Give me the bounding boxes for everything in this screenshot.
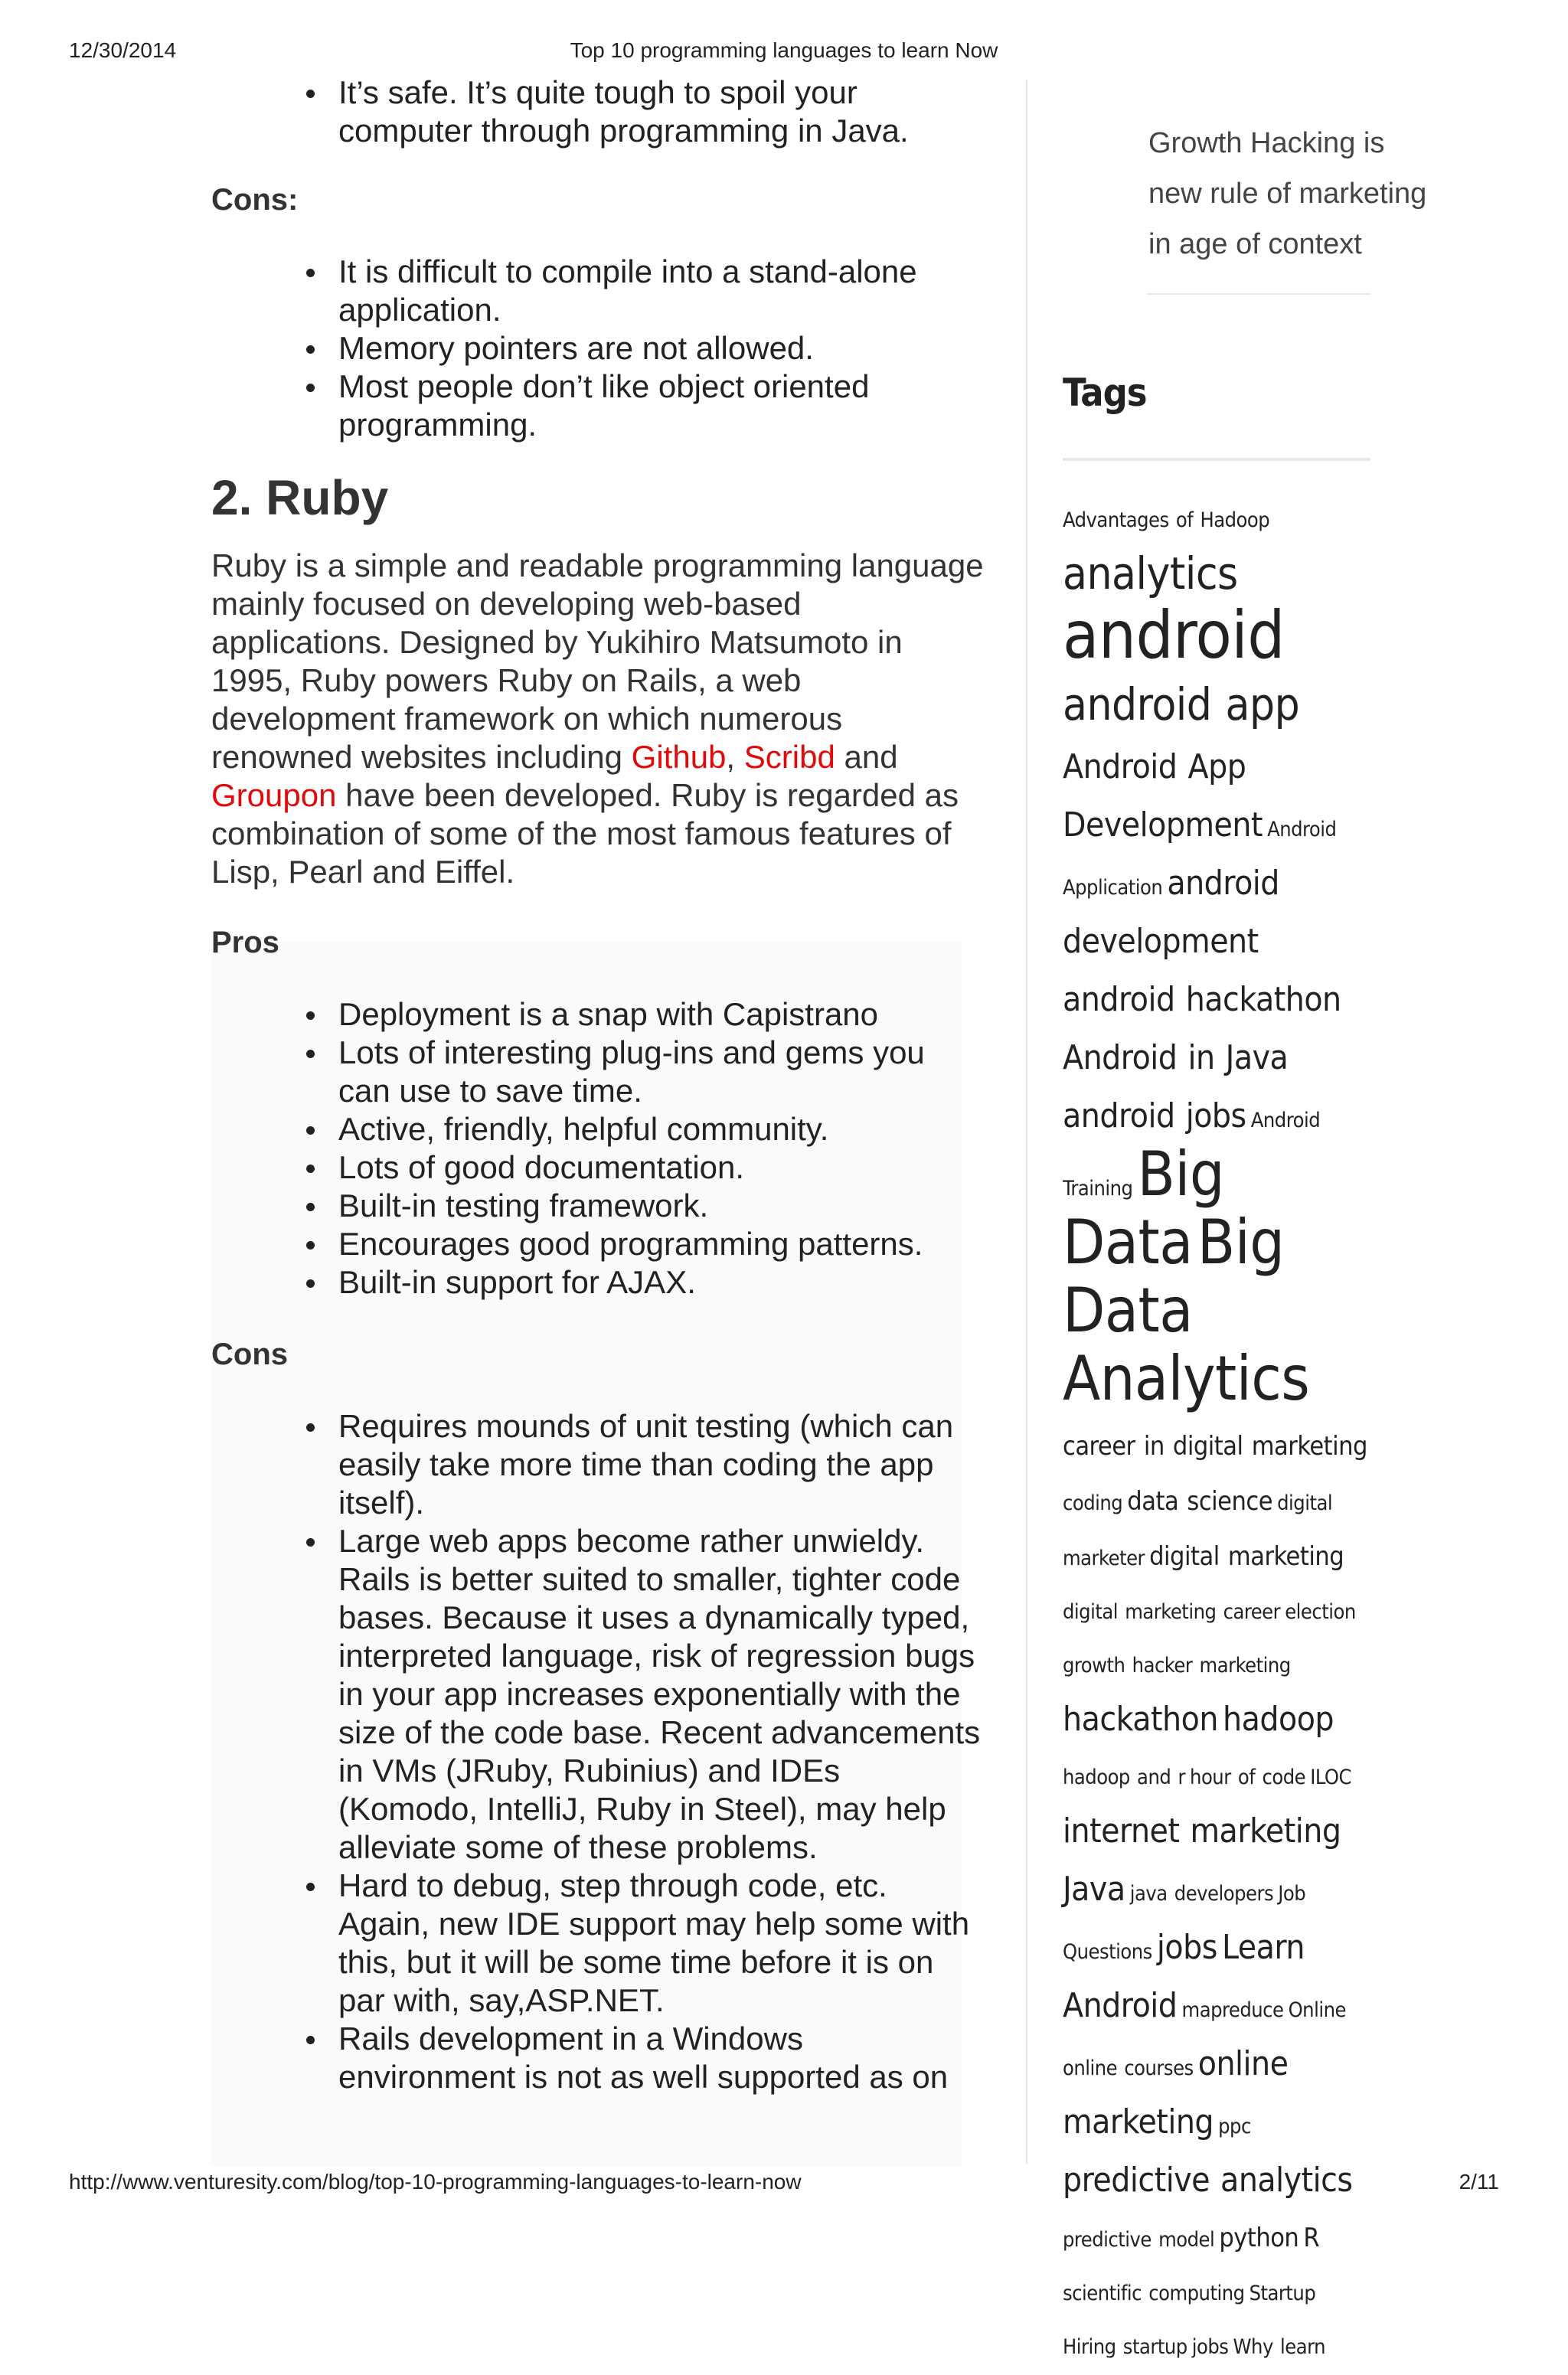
tag-link[interactable]: Big Data <box>1063 1138 1225 1278</box>
tag-link[interactable]: digital marketer <box>1063 1491 1333 1570</box>
snippet-divider <box>1147 293 1370 295</box>
tag-link[interactable]: growth hacker marketing <box>1063 1654 1291 1678</box>
tag-link[interactable]: jobs <box>1156 1928 1217 1967</box>
article-body <box>211 74 985 2096</box>
column-divider <box>1026 80 1027 2164</box>
tag-link[interactable]: Advantages of Hadoop <box>1063 508 1270 532</box>
tag-link[interactable]: internet marketing <box>1063 1811 1341 1851</box>
tag-link[interactable]: R <box>1303 2223 1320 2253</box>
java-cons-list <box>211 253 985 444</box>
tag-link[interactable]: jobs <box>1191 2335 1229 2359</box>
tag-link[interactable]: hadoop and r <box>1063 1766 1185 1789</box>
tag-link[interactable]: python <box>1219 2223 1299 2253</box>
tag-link[interactable]: android app <box>1063 678 1300 730</box>
tag-link[interactable]: Android App Development <box>1063 747 1263 844</box>
scribd-link[interactable]: Scribd <box>743 739 835 775</box>
print-date: 12/30/2014 <box>69 38 177 62</box>
ruby-con-item: Hard to debug, step through code, etc. Again, new IDE support may help some with this, but it will be some time before it is on par with, say,ASP.NET. <box>211 1867 985 2020</box>
tag-link[interactable]: android <box>1063 597 1285 674</box>
ruby-cons-list <box>211 1407 985 2096</box>
ruby-pro-item: Lots of interesting plug-ins and gems you can use to save time. <box>211 1034 985 1110</box>
print-url: http://www.venturesity.com/blog/top-10-programming-languages-to-learn-now <box>69 2170 802 2194</box>
java-con-item: Most people don’t like object oriented programming. <box>211 368 985 444</box>
tag-link[interactable]: career in digital marketing <box>1063 1431 1367 1462</box>
tag-link[interactable]: Why learn <box>1233 2335 1326 2359</box>
ruby-cons-heading: Cons <box>211 1338 288 1371</box>
tag-link[interactable]: java developers <box>1129 1882 1274 1906</box>
tag-link[interactable]: hadoop <box>1223 1700 1334 1739</box>
ruby-pro-item: Encourages good programming patterns. <box>211 1225 985 1263</box>
tag-link[interactable]: Android Training <box>1063 1109 1321 1201</box>
ruby-con-item: Large web apps become rather unwieldy. Rails is better suited to smaller, tighter code bases. Because it uses a dynamically typed, interpreted language, risk of regression bugs in your app increases exponentially with the size of the code base. Recent advancements in VMs (JRuby, Rubinius) and IDEs (Komodo, IntelliJ, Ruby in Steel), may help alleviate some of these problems. <box>211 1522 985 1867</box>
ruby-pro-item: Lots of good documentation. <box>211 1148 985 1187</box>
tag-link[interactable]: digital marketing career <box>1063 1600 1281 1624</box>
tag-link[interactable]: Online <box>1288 1998 1346 2022</box>
tag-link[interactable]: android hackathon <box>1063 980 1341 1019</box>
java-cons-heading: Cons: <box>211 183 299 217</box>
ruby-con-item: Rails development in a Windows environment is not as well supported as on <box>211 2020 985 2096</box>
ruby-intro-text-1: Ruby is a simple and readable programming language mainly focused on developing web-based applications. Designed by Yukihiro Matsumoto in 1995, Ruby powers Ruby on Rails, a web development framework on which numerous renowned websites including <box>211 547 984 775</box>
tag-link[interactable]: ILOC <box>1310 1766 1351 1789</box>
tag-link[interactable]: mapreduce <box>1181 1998 1284 2022</box>
ruby-intro-paragraph <box>211 547 985 891</box>
github-link[interactable]: Github <box>631 739 727 775</box>
java-con-item: Memory pointers are not allowed. <box>211 329 985 368</box>
tag-link[interactable]: Learn Android <box>1063 1928 1305 2025</box>
related-post-line: Growth Hacking is <box>1148 127 1385 159</box>
ruby-pros-list <box>211 995 985 1302</box>
tag-link[interactable]: predictive analytics <box>1063 2161 1353 2200</box>
tags-widget-title: Tags <box>1063 371 1147 415</box>
ruby-intro-text-2: have been developed. Ruby is regarded as combination of some of the most famous features of Lisp, Pearl and Eiffel. <box>211 777 959 890</box>
tag-link[interactable]: Android Application <box>1063 818 1337 900</box>
ruby-intro-sep-2: and <box>835 739 898 775</box>
ruby-pro-item: Built-in testing framework. <box>211 1187 985 1225</box>
java-pro-item: It’s safe. It’s quite tough to spoil your computer through programming in Java. <box>211 74 985 150</box>
ruby-pro-item: Built-in support for AJAX. <box>211 1263 985 1302</box>
java-con-item: It is difficult to compile into a stand-alone application. <box>211 253 985 329</box>
ruby-pros-heading: Pros <box>211 926 279 959</box>
tag-link[interactable]: election <box>1285 1600 1356 1624</box>
tag-link[interactable]: hour of code <box>1190 1766 1306 1789</box>
ruby-heading: 2. Ruby <box>211 470 389 525</box>
print-page-title: Top 10 programming languages to learn Now <box>570 38 998 62</box>
tags-title-divider <box>1063 458 1370 461</box>
tag-link[interactable]: data science <box>1127 1486 1273 1517</box>
tag-link[interactable]: hackathon <box>1063 1700 1218 1739</box>
tag-link[interactable]: online courses <box>1063 2056 1194 2080</box>
tag-link[interactable]: online marketing <box>1063 2044 1289 2141</box>
tag-link[interactable]: Startup <box>1249 2282 1316 2305</box>
tag-link[interactable]: digital marketing <box>1149 1541 1344 1572</box>
groupon-link[interactable]: Groupon <box>211 777 337 813</box>
tag-link[interactable]: Big Data Analytics <box>1063 1207 1310 1414</box>
tag-link[interactable]: Java <box>1063 1870 1125 1909</box>
tag-link[interactable]: Android in Java <box>1063 1038 1289 1077</box>
tag-link[interactable]: predictive model <box>1063 2228 1215 2252</box>
tag-link[interactable]: analytics <box>1063 547 1238 599</box>
related-post-line: new rule of marketing <box>1148 178 1427 210</box>
ruby-intro-sep-1: , <box>726 739 744 775</box>
related-post-line: in age of context <box>1148 228 1362 260</box>
related-post-snippet[interactable] <box>1148 118 1427 270</box>
tag-link[interactable]: android jobs <box>1063 1096 1246 1135</box>
tag-link[interactable]: Hiring startup <box>1063 2335 1187 2359</box>
print-page-number: 2/11 <box>1459 2170 1499 2194</box>
java-pros-list <box>211 74 985 150</box>
tag-link[interactable]: ppc <box>1218 2115 1251 2138</box>
ruby-con-item: Requires mounds of unit testing (which can easily take more time than coding the app itself). <box>211 1407 985 1522</box>
tag-cloud <box>1063 495 1372 2375</box>
ruby-pro-item: Active, friendly, helpful community. <box>211 1110 985 1148</box>
tag-link[interactable]: android development <box>1063 864 1279 961</box>
ruby-pro-item: Deployment is a snap with Capistrano <box>211 995 985 1034</box>
tag-link[interactable]: coding <box>1063 1491 1123 1515</box>
tag-link[interactable]: scientific computing <box>1063 2282 1245 2305</box>
tag-link[interactable]: Job Questions <box>1063 1882 1306 1964</box>
